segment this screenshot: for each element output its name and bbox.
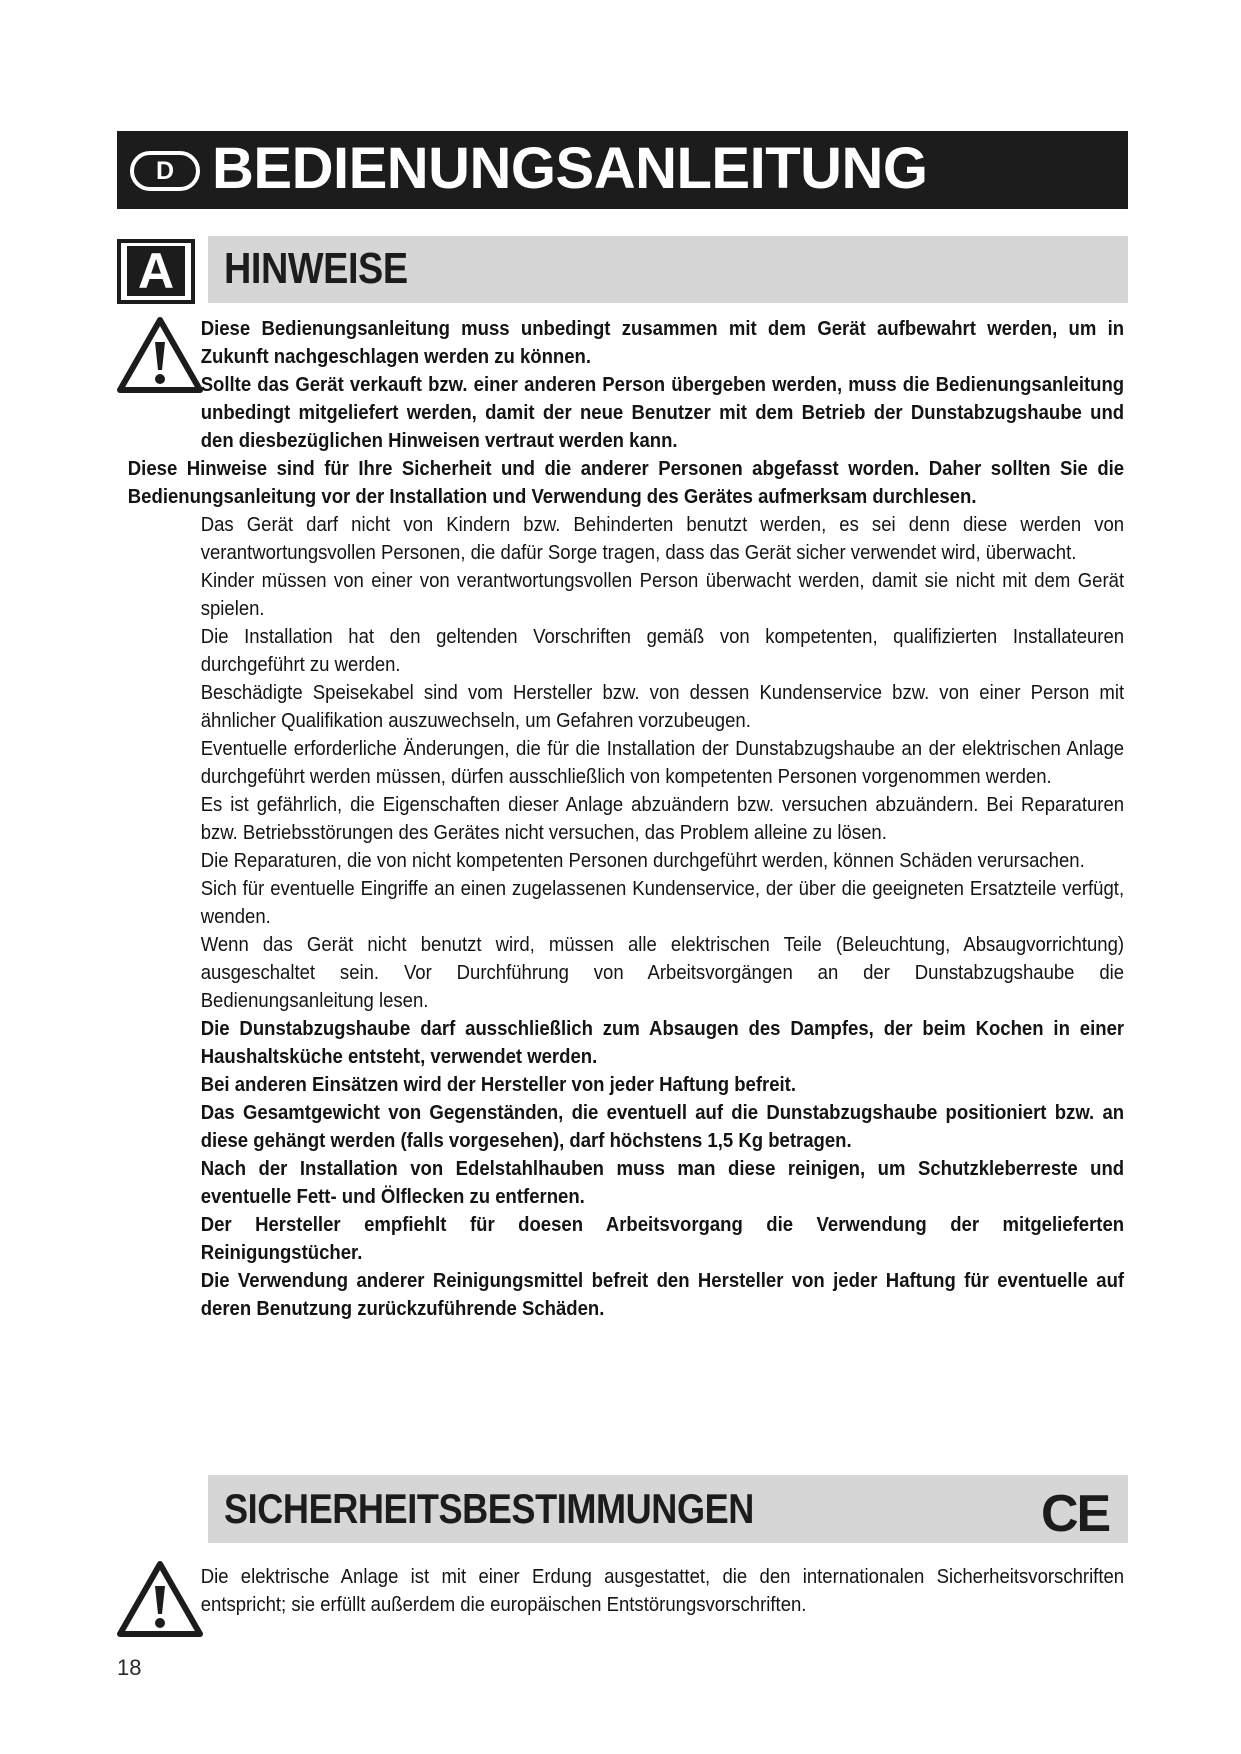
- paragraph: Kinder müssen von einer von verantwortungsvollen Person überwacht werden, damit sie nicht mit dem Gerät spielen.: [200, 569, 1125, 620]
- section-title: HINWEISE: [224, 244, 408, 293]
- paragraph: Bei anderen Einsätzen wird der Hersteller von jeder Haftung befreit.: [200, 1073, 797, 1096]
- paragraph: Die Installation hat den geltenden Vorschriften gemäß von kompetenten, qualifizierten Installateuren durchgeführt zu werden.: [200, 625, 1125, 676]
- paragraph: Die Verwendung anderer Reinigungsmittel befreit den Hersteller von jeder Haftung für eventuelle auf deren Benutzung zurückzuführende Schäden.: [200, 1269, 1125, 1320]
- paragraph: Die Reparaturen, die von nicht kompetenten Personen durchgeführt werden, können Schäden verursachen.: [200, 849, 1085, 872]
- paragraph: Sollte das Gerät verkauft bzw. einer anderen Person übergeben werden, muss die Bedienungsanleitung unbedingt mitgeliefert werden, damit der neue Benutzer mit dem Betrieb der Dunstabzugshaube und den diesbezüglichen Hinweisen vertraut werden kann.: [200, 373, 1125, 452]
- section-header-hinweise: [208, 236, 1128, 303]
- paragraph: Die elektrische Anlage ist mit einer Erdung ausgestattet, die den internationalen Sicherheitsvorschriften entspricht; sie erfüllt außerdem die europäischen Entstörungsvorschriften.: [200, 1565, 1125, 1616]
- paragraph: Die Dunstabzugshaube darf ausschließlich zum Absaugen des Dampfes, der beim Kochen in einer Haushaltsküche entsteht, verwendet werden.: [200, 1017, 1125, 1068]
- paragraph: Das Gesamtgewicht von Gegenständen, die eventuell auf die Dunstabzugshaube positioniert bzw. an diese gehängt werden (falls vorgesehen), darf höchstens 1,5 Kg betragen.: [200, 1101, 1125, 1152]
- paragraph: Diese Hinweise sind für Ihre Sicherheit und die anderer Personen abgefasst worden. Daher sollten Sie die Bedienungsanleitung vor der Installation und Verwendung des Gerätes aufmerksam durchlesen.: [127, 457, 1125, 508]
- section-marker-letter: A: [127, 246, 185, 296]
- paragraph: Sich für eventuelle Eingriffe an einen zugelassenen Kundenservice, der über die geeigneten Ersatzteile verfügt, wenden.: [200, 877, 1125, 928]
- paragraph: Beschädigte Speisekabel sind vom Hersteller bzw. von dessen Kundenservice bzw. von einer Person mit ähnlicher Qualifikation auszuwechseln, um Gefahren vorzubeugen.: [200, 681, 1125, 732]
- page-number: 18: [117, 1655, 142, 1680]
- section-title: SICHERHEITSBESTIMMUNGEN: [224, 1485, 754, 1532]
- country-badge: D: [130, 151, 200, 191]
- paragraph: Eventuelle erforderliche Änderungen, die für die Installation der Dunstabzugshaube an der elektrischen Anlage durchgeführt werden müssen, dürfen ausschließlich von kompetenten Personen vorgenommen werden.: [200, 737, 1125, 788]
- section-header-sicherheit: [208, 1475, 1128, 1543]
- sicherheit-text: [117, 1563, 1125, 1619]
- section-marker: [117, 239, 195, 304]
- paragraph: Diese Bedienungsanleitung muss unbedingt zusammen mit dem Gerät aufbewahrt werden, um in Zukunft nachgeschlagen werden zu können.: [200, 317, 1125, 368]
- paragraph: Der Hersteller empfiehlt für doesen Arbeitsvorgang die Verwendung der mitgelieferten Reinigungstücher.: [200, 1213, 1125, 1264]
- hinweise-text: [117, 315, 1125, 1323]
- page-title: BEDIENUNGSANLEITUNG: [212, 136, 928, 201]
- paragraph: Nach der Installation von Edelstahlhauben muss man diese reinigen, um Schutzkleberreste und eventuelle Fett- und Ölflecken zu entfernen.: [200, 1157, 1125, 1208]
- paragraph: Es ist gefährlich, die Eigenschaften dieser Anlage abzuändern bzw. versuchen abzuändern. Bei Reparaturen bzw. Betriebsstörungen des Gerätes nicht versuchen, das Problem alleine zu lösen.: [200, 793, 1125, 844]
- title-bar: [117, 131, 1128, 209]
- ce-mark: CE: [1041, 1485, 1110, 1543]
- paragraph: Wenn das Gerät nicht benutzt wird, müssen alle elektrischen Teile (Beleuchtung, Absaugvorrichtung) ausgeschaltet sein. Vor Durchführung von Arbeitsvorgängen an der Dunstabzugshaube die Bedienungsanleitung lesen.: [200, 933, 1125, 1012]
- paragraph: Das Gerät darf nicht von Kindern bzw. Behinderten benutzt werden, es sei denn diese werden von verantwortungsvollen Personen, die dafür Sorge tragen, dass das Gerät sicher verwendet wird, überwacht.: [200, 513, 1125, 564]
